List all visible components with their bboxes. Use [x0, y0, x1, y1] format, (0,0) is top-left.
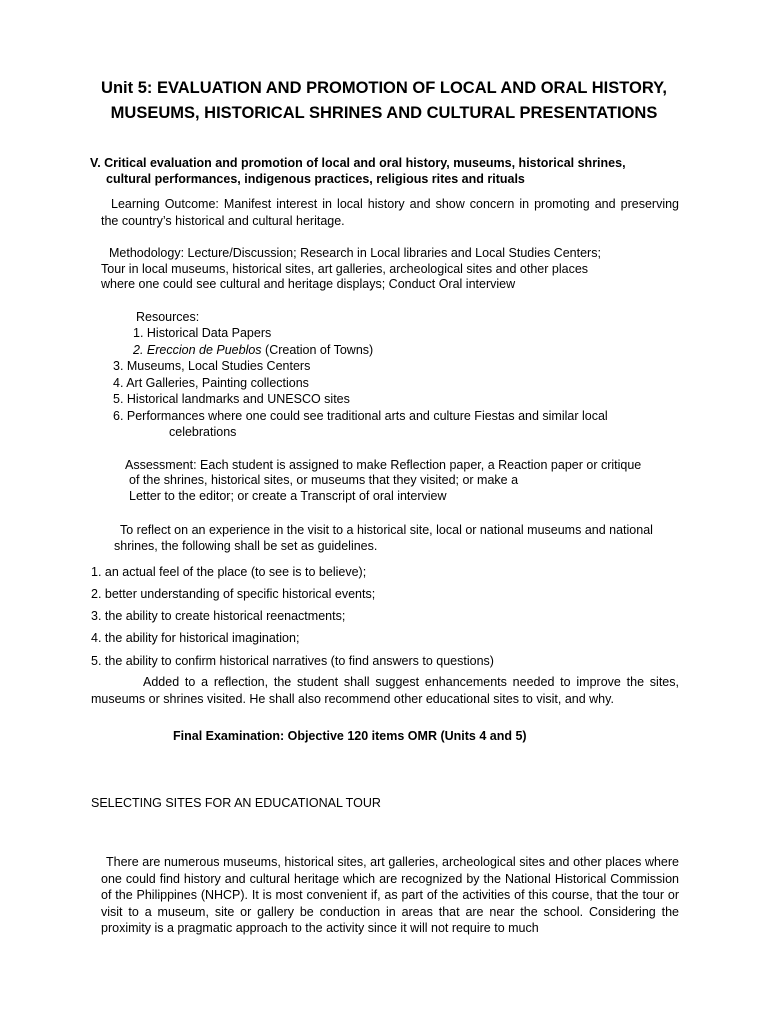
- guideline-item: 1. an actual feel of the place (to see is to believe);: [91, 565, 367, 579]
- resource-item-1: 1. Historical Data Papers: [133, 326, 272, 340]
- added-reflection-paragraph: Added to a reflection, the student shall suggest enhancements needed to improve the sites, museums or shrines visited. He shall also recommend other educational sites to visit, and why.: [91, 675, 679, 706]
- methodology-line-2: Tour in local museums, historical sites, art galleries, archeological sites and other places: [101, 262, 589, 276]
- resource-item-2-rest: (Creation of Towns): [261, 343, 374, 357]
- assessment-line-1: Assessment: Each student is assigned to make Reflection paper, a Reaction paper or critique: [125, 458, 642, 472]
- reflect-intro-line-1: To reflect on an experience in the visit to a historical site, local or national museums and national: [120, 523, 653, 537]
- reflect-intro-line-2: shrines, the following shall be set as guidelines.: [114, 539, 378, 553]
- assessment-line-2: of the shrines, historical sites, or museums that they visited; or make a: [129, 473, 519, 487]
- selecting-sites-paragraph: There are numerous museums, historical sites, art galleries, archeological sites and other places where one could find history and cultural heritage which are recognized by the National Historical Commission of the Philippines (NHCP). It is most convenient if, as part of the activities of this course, that the tour or visit to a museum, site or gallery be conduction in areas that are near the school. Considering the proximity is a pragmatic approach to the activity since it will not require to much: [101, 855, 679, 936]
- learning-outcome: Learning Outcome: Manifest interest in local history and show concern in promoting and preserving the country’s historical and cultural heritage.: [101, 197, 679, 228]
- guideline-item: 4. the ability for historical imagination;: [91, 631, 300, 645]
- resource-item-6-line-2: celebrations: [169, 425, 237, 439]
- unit-title-line-2: MUSEUMS, HISTORICAL SHRINES AND CULTURAL PRESENTATIONS: [110, 104, 658, 122]
- resource-item-5: 5. Historical landmarks and UNESCO sites: [113, 392, 350, 406]
- unit-title-line-1: Unit 5: EVALUATION AND PROMOTION OF LOCAL AND ORAL HISTORY,: [101, 79, 667, 97]
- resource-item-2-italic: 2. Ereccion de Pueblos: [133, 343, 262, 357]
- guideline-item: 3. the ability to create historical reenactments;: [91, 609, 346, 623]
- section-heading-line-2: cultural performances, indigenous practices, religious rites and rituals: [106, 172, 525, 186]
- final-examination: Final Examination: Objective 120 items OMR (Units 4 and 5): [173, 729, 527, 743]
- guideline-item: 2. better understanding of specific historical events;: [91, 587, 376, 601]
- methodology-line-3: where one could see cultural and heritage displays; Conduct Oral interview: [101, 277, 516, 291]
- selecting-sites-heading: SELECTING SITES FOR AN EDUCATIONAL TOUR: [91, 796, 381, 810]
- resource-item-2: [133, 342, 373, 359]
- guideline-item: 5. the ability to confirm historical narratives (to find answers to questions): [91, 654, 494, 668]
- section-heading-line-1: V. Critical evaluation and promotion of local and oral history, museums, historical shrines,: [90, 156, 626, 170]
- resource-item-6-line-1: 6. Performances where one could see traditional arts and culture Fiestas and similar local: [113, 409, 608, 423]
- assessment-line-3: Letter to the editor; or create a Transcript of oral interview: [129, 489, 447, 503]
- resource-item-3: 3. Museums, Local Studies Centers: [113, 359, 311, 373]
- resources-heading: Resources:: [136, 310, 200, 324]
- resource-item-4: 4. Art Galleries, Painting collections: [113, 376, 309, 390]
- methodology-line-1: Methodology: Lecture/Discussion; Research in Local libraries and Local Studies Centers;: [109, 246, 601, 260]
